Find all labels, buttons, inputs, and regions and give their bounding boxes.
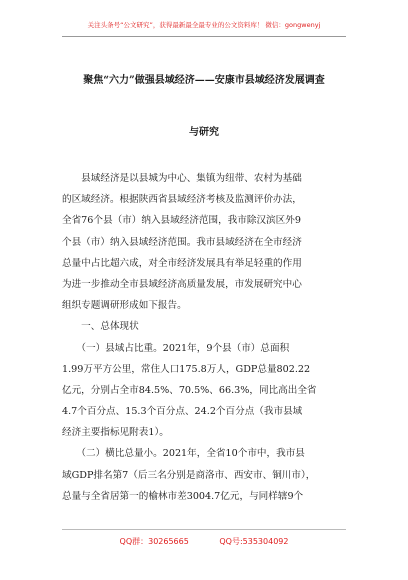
body-line: 4.7个百分点、15.3个百分点、24.2个百分点（我市县域 xyxy=(62,406,303,418)
body-line: 的区域经济。根据陕西省县域经济考核及监测评价办法， xyxy=(62,194,302,206)
section-heading: 一、总体现状 xyxy=(62,321,139,333)
body-line: 亿元，分别占全市84.5%、70.5%、66.3%，同比高出全省 xyxy=(62,384,317,396)
body-line: 1.99万平方公里，常住人口175.8万人，GDP总量802.22 xyxy=(62,363,311,375)
body-line: 全省76个县（市）纳入县域经济范围，我市除汉滨区外9 xyxy=(62,215,301,227)
footer xyxy=(0,536,408,547)
footer-divider xyxy=(62,529,346,530)
body-line: 为进一步推动全市县域经济高质量发展，市发展研究中心 xyxy=(62,278,302,290)
footer-qq-number: QQ号:535304092 xyxy=(219,537,289,546)
document-body xyxy=(62,168,362,507)
header-promo-text: 关注头条号“公文研究”，获得最新最全最专业的公文资料库！ 微信：gongwenyj xyxy=(87,21,321,29)
document-title-line-2: 与研究 xyxy=(189,127,219,138)
body-line: 组织专题调研形成如下报告。 xyxy=(62,300,187,312)
body-line: 总量中占比超六成，对全市经济发展具有举足轻重的作用 xyxy=(62,257,302,269)
body-line: （二）横比总量小。2021年，全省10个市中，我市县 xyxy=(62,448,305,460)
body-line: 总量与全省居第一的榆林市差3004.7亿元，与同样辖9个 xyxy=(62,490,304,502)
body-line: 经济主要指标见附表1）。 xyxy=(62,427,169,439)
body-line: （一）县域占比重。2021年，9个县（市）总面积 xyxy=(62,342,290,354)
body-line: 县域经济是以县城为中心、集镇为纽带、农村为基础 xyxy=(62,173,302,184)
document-title-line-1: 聚焦“六力”做强县域经济——安康市县域经济发展调查 xyxy=(83,75,325,86)
footer-qq-group: QQ群：30265665 xyxy=(119,537,189,546)
body-line: 个县（市）纳入县域经济范围。我市县域经济在全市经济 xyxy=(62,236,302,248)
body-line: 域GDP排名第7（后三名分别是商洛市、西安市、铜川市）， xyxy=(62,469,316,481)
header-divider xyxy=(62,36,346,37)
